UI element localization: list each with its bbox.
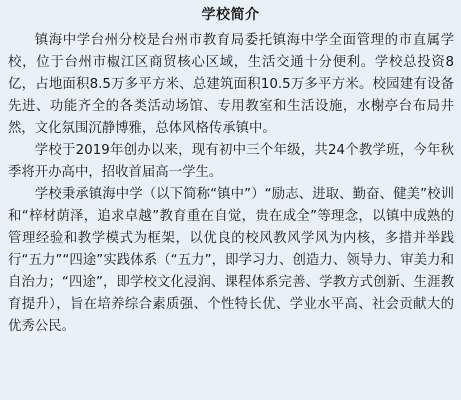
- document-title: 学校简介: [201, 7, 260, 23]
- paragraph-history: 学校于2019年创办以来，现有初中三个年级，共24个教学班，今年秋季将开办高中，招收首届高一学生。: [8, 143, 454, 180]
- document-body: [8, 30, 454, 338]
- paragraph-overview: 镇海中学台州分校是台州市教育局委托镇海中学全面管理的市直属学校，位于台州市椒江区商贸核心区域，生活交通十分便利。学校总投资8亿，占地面积8.5万多平方米、总建筑面积10.5万多平方米。校园建有设备先进、功能齐全的各类活动场馆、专用教室和生活设施，水榭亭台布局井然，文化氛围沉静博雅，总体风格传承镇中。: [8, 33, 454, 136]
- paragraph-philosophy: 学校秉承镇海中学（以下简称“镇中”）“励志、进取、勤奋、健美”校训和“梓材荫泽，追求卓越”教育重在自觉，贵在成全”等理念，以镇中成熟的管理经验和教学模式为框架，以优良的校风教风学风为内核，多措并举践行“五力”“四途”实践体系（“五力”，即学习力、创造力、领导力、审美力和自治力；“四途”，即学校文化浸润、课程体系完善、学教方式创新、生涯教育提升），旨在培养综合素质强、个性特长优、学业水平高、社会贡献大的优秀公民。: [8, 187, 454, 334]
